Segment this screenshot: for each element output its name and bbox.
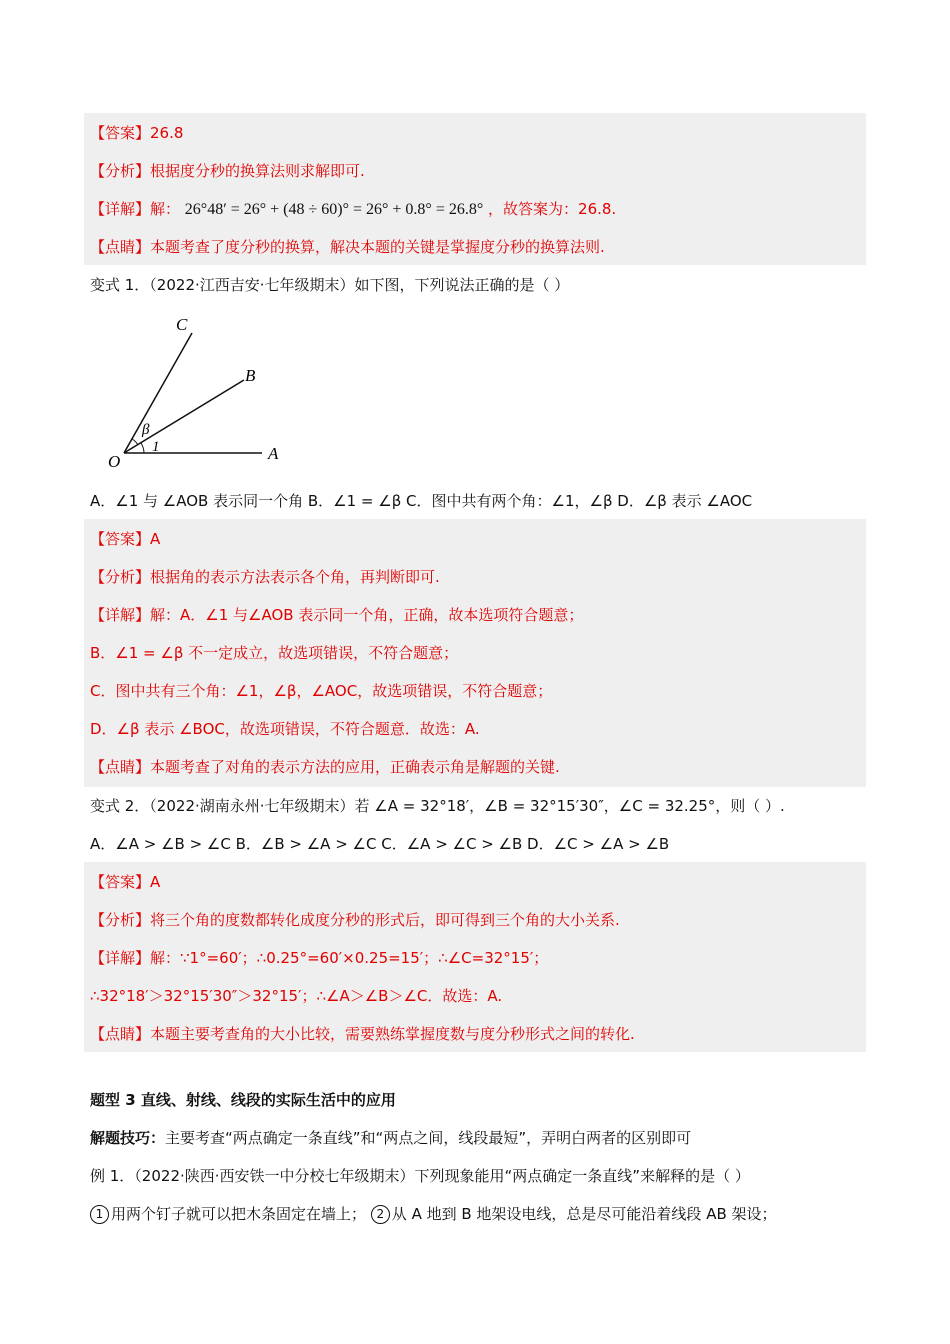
angle-arc-beta [132, 439, 138, 445]
detail-line-2d: D．∠β 表示 ∠BOC，故选项错误，不符合题意．故选：A. [90, 720, 480, 738]
question-2-options: A．∠A > ∠B > ∠C B．∠B > ∠A > ∠C C．∠A > ∠C > ∠B D．∠C > ∠A > ∠B [90, 835, 670, 853]
label-beta: β [142, 422, 150, 438]
detail-line-2a: 【详解】解：A．∠1 与∠AOB 表示同一个角，正确，故本选项符合题意； [90, 606, 584, 624]
comment-line-2: 【点睛】本题考查了对角的表示方法的应用，正确表示角是解题的关键. [90, 758, 560, 776]
label-b: B [245, 366, 256, 385]
example-stem: 例 1．（2022·陕西·西安铁一中分校七年级期末）下列现象能用“两点确定一条直线”来解释的是（ ） [90, 1167, 750, 1185]
angle-figure [100, 310, 300, 470]
detail-line-2b: B．∠1 = ∠β 不一定成立，故选项错误，不符合题意； [90, 644, 459, 662]
ray-ob [124, 380, 244, 453]
analysis-line-2: 【分析】根据角的表示方法表示各个角，再判断即可. [90, 568, 440, 586]
question-1-stem: 变式 1．（2022·江西吉安·七年级期末）如下图，下列说法正确的是（ ） [90, 276, 570, 294]
example-items [90, 1204, 777, 1224]
label-c: C [176, 315, 188, 334]
analysis-line-1 [90, 161, 365, 181]
analysis-text: 【分析】根据度分秒的换算法则求解即可. [90, 162, 365, 180]
detail-line-3a: 【详解】解：∵1°=60′；∴0.25°=60′×0.25=15′；∴∠C=32°15′； [90, 949, 549, 967]
answer-line-3: 【答案】A [90, 873, 161, 891]
detail-label: 【详解】解： [90, 200, 181, 218]
item-number-1: 1 [90, 1205, 109, 1224]
detail-line-2c: C．图中共有三个角：∠1，∠β，∠AOC，故选项错误，不符合题意； [90, 682, 553, 700]
detail-tail: ，故答案为：26.8. [488, 200, 617, 218]
ray-oc [124, 333, 192, 453]
answer-line-1: 【答案】26.8 [90, 124, 184, 142]
comment-line-3: 【点睛】本题主要考查角的大小比较，需要熟练掌握度数与度分秒形式之间的转化. [90, 1025, 635, 1043]
angle-arc-1 [141, 443, 144, 453]
item-number-2: 2 [371, 1205, 390, 1224]
analysis-line-3: 【分析】将三个角的度数都转化成度分秒的形式后，即可得到三个角的大小关系. [90, 911, 620, 929]
detail-line-3b: ∴32°18′＞32°15′30″＞32°15′；∴∠A＞∠B＞∠C．故选：A. [90, 987, 503, 1005]
item-1-text: 用两个钉子就可以把木条固定在墙上； [111, 1205, 367, 1223]
question-2-stem: 变式 2．（2022·湖南永州·七年级期末）若 ∠A = 32°18′，∠B = 32°15′30″，∠C = 32.25°，则（ ）. [90, 797, 785, 815]
label-a: A [268, 444, 279, 463]
item-2-text: 从 A 地到 B 地架设电线，总是尽可能沿着线段 AB 架设； [391, 1205, 777, 1223]
tip-text: 主要考查“两点确定一条直线”和“两点之间，线段最短”，弄明白两者的区别即可 [165, 1129, 692, 1147]
detail-line-1 [90, 199, 616, 220]
detail-math: 26°48′ = 26° + (48 ÷ 60)° = 26° + 0.8° = 26.8° [184, 201, 484, 218]
label-one: 1 [152, 439, 160, 455]
tip-line [90, 1128, 691, 1148]
section-title: 题型 3 直线、射线、线段的实际生活中的应用 [90, 1091, 396, 1109]
question-1-options: A．∠1 与 ∠AOB 表示同一个角 B．∠1 = ∠β C．图中共有两个角：∠1，∠β D．∠β 表示 ∠AOC [90, 492, 753, 510]
comment-line-1: 【点睛】本题考查了度分秒的换算，解决本题的关键是掌握度分秒的换算法则. [90, 238, 605, 256]
label-o: O [108, 452, 121, 470]
answer-line-2: 【答案】A [90, 530, 161, 548]
tip-label: 解题技巧： [90, 1129, 166, 1147]
